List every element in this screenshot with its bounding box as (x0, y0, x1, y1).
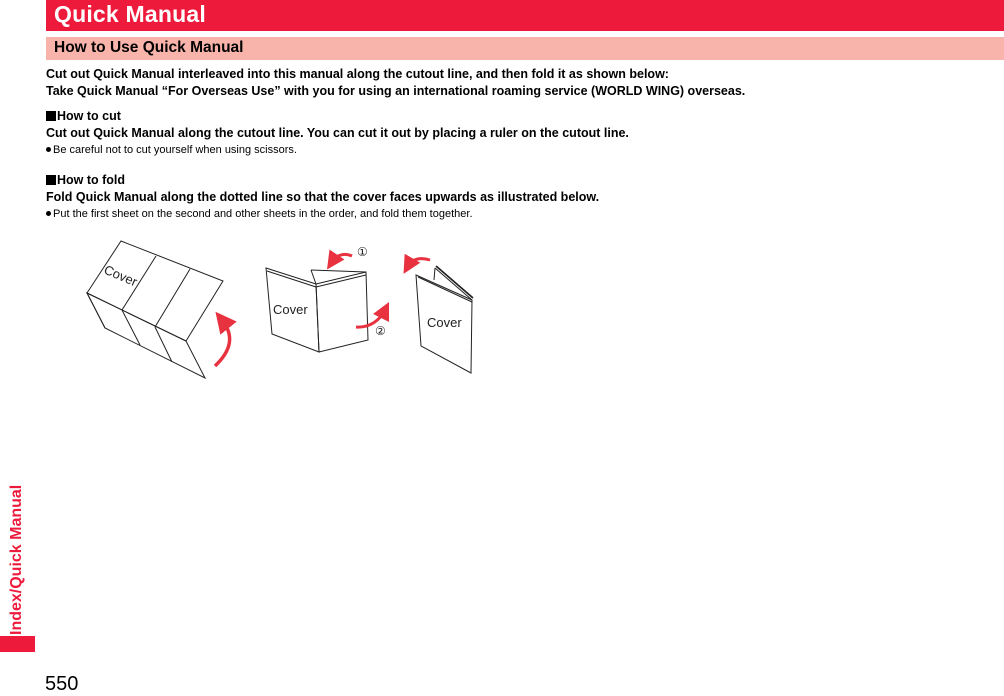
fold-arrow-1-icon (332, 254, 352, 262)
page-number: 550 (45, 673, 79, 695)
intro-line-2: Take Quick Manual “For Overseas Use” with you for using an international roaming service (WORLD WING) overseas. (46, 84, 746, 98)
side-tab-label: Index/Quick Manual (8, 484, 25, 635)
how-to-cut-heading: How to cut (46, 108, 986, 125)
step-marker-2: ② (375, 324, 386, 338)
how-to-fold-heading: How to fold (46, 172, 986, 189)
how-to-fold-text: Fold Quick Manual along the dotted line so that the cover faces upwards as illustrated below. (46, 190, 600, 204)
step-marker-1: ① (357, 245, 368, 259)
fold-arrow-3-icon (408, 259, 430, 266)
section-title: How to Use Quick Manual (54, 39, 244, 56)
side-tab-marker (0, 636, 35, 652)
how-to-fold-bullet: Put the first sheet on the second and other sheets in the order, and fold them together. (46, 206, 986, 222)
how-to-cut-text: Cut out Quick Manual along the cutout line. You can cut it out by placing a ruler on the cutout line. (46, 126, 629, 140)
intro-line-1: Cut out Quick Manual interleaved into this manual along the cutout line, and then fold it as shown below: (46, 67, 669, 81)
step1-cover-label: Cover (101, 261, 140, 290)
fold-arrow-icon (215, 320, 230, 366)
step3-cover-label: Cover (427, 315, 462, 330)
header-title: Quick Manual (54, 1, 206, 27)
how-to-cut-bullet: Be careful not to cut yourself when using scissors. (46, 142, 986, 158)
step2-cover-label: Cover (273, 302, 308, 317)
